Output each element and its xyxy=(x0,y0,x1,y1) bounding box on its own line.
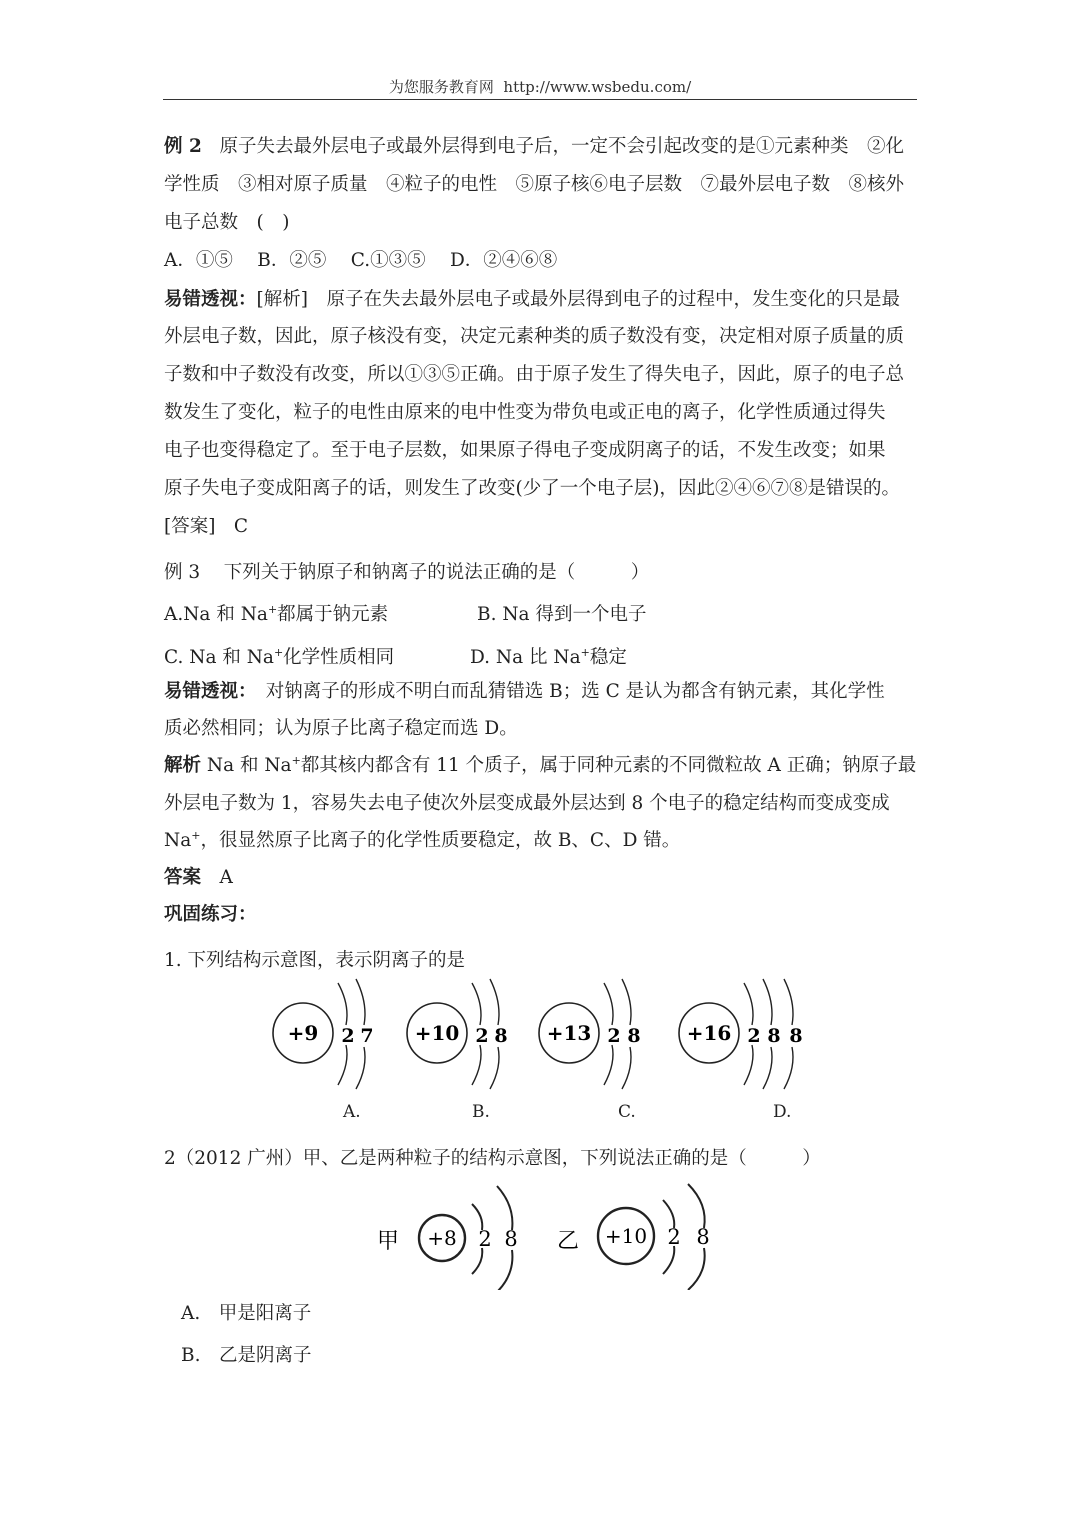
q2-diagram-yi xyxy=(557,1184,710,1290)
header-url[interactable]: http://www.wsbedu.com/ xyxy=(503,78,692,96)
ex3-analysis-line2: 外层电子数为 1，容易失去电子使次外层变成最外层达到 8 个电子的稳定结构而变成变成 xyxy=(164,793,890,814)
q2-yi-shell2: 8 xyxy=(696,1225,710,1249)
ex3-opt-c-pre: C. Na 和 Na xyxy=(164,647,274,668)
practice-q2: 2（2012 广州）甲、乙是两种粒子的结构示意图，下列说法正确的是（ ） xyxy=(164,1148,821,1169)
ex2-analysis-line2: 外层电子数，因此，原子核没有变，决定元素种类的质子数没有变，决定相对原子质量的质 xyxy=(164,326,905,347)
ex2-analysis-line1 xyxy=(164,285,900,311)
ex3-analysis-label: 解析 xyxy=(164,755,202,776)
q1-b-nucleus: +10 xyxy=(414,1021,460,1045)
header-rule xyxy=(163,99,917,100)
q2-diagrams xyxy=(370,1180,730,1290)
ex3-option-d xyxy=(470,643,627,669)
ex3-opt-c-post: 化学性质相同 xyxy=(283,647,395,668)
ex2-analysis-line3: 子数和中子数没有改变，所以①③⑤正确。由于原子发生了得失电子，因此，原子的电子总 xyxy=(164,364,905,385)
q2-option-a: A. 甲是阳离子 xyxy=(181,1303,312,1324)
q1-d-shell1: 2 xyxy=(747,1025,761,1047)
header-site: 为您服务教育网 xyxy=(388,78,494,96)
ex2-answer: [答案] C xyxy=(164,516,249,537)
q2-jia-nucleus: +8 xyxy=(427,1226,457,1250)
ex2-analysis-line6: 原子失电子变成阳离子的话，则发生了改变(少了一个电子层)，因此②④⑥⑦⑧是错误的。 xyxy=(164,478,900,499)
q2-jia-shell2-bottom xyxy=(497,1250,512,1290)
q1-c-shell1-bottom xyxy=(604,1045,613,1085)
q1-label-c: C. xyxy=(618,1102,636,1122)
q1-c-shell2: 8 xyxy=(627,1025,641,1047)
ex3-option-a xyxy=(164,600,388,626)
ex3-analysis-line3 xyxy=(164,826,680,852)
q1-label-b: B. xyxy=(472,1102,490,1122)
ex3-analysis-line1 xyxy=(164,751,916,777)
q1-diagrams xyxy=(260,975,820,1095)
ex3-tip-line2: 质必然相同；认为原子比离子稳定而选 D。 xyxy=(164,718,518,739)
ex2-tag: 例 2 xyxy=(164,136,202,157)
ex3-question-text: 下列关于钠原子和钠离子的说法正确的是（ ） xyxy=(223,562,650,583)
q2-jia-shell1-bottom xyxy=(472,1248,482,1274)
q1-a-shell2: 7 xyxy=(360,1025,374,1047)
q2-option-b: B. 乙是阴离子 xyxy=(181,1345,312,1366)
ex3-an3-pre: Na xyxy=(164,830,192,851)
q1-diagram-b xyxy=(407,979,508,1089)
q1-d-shell3: 8 xyxy=(789,1025,803,1047)
q1-c-nucleus: +13 xyxy=(546,1021,592,1045)
ex2-question-line1 xyxy=(164,132,904,158)
q1-label-a: A. xyxy=(343,1102,361,1122)
q1-diagram-c xyxy=(539,979,641,1089)
q1-d-shell2-bottom xyxy=(763,1047,772,1089)
q2-diagram-jia xyxy=(377,1186,518,1290)
ex2-question-line2: 学性质 ③相对原子质量 ④粒子的电性 ⑤原子核⑥电子层数 ⑦最外层电子数 ⑧核外 xyxy=(164,174,905,195)
ex2-a1: [解析] 原子在失去最外层电子或最外层得到电子的过程中，发生变化的只是最 xyxy=(256,289,900,310)
q1-diagram-a xyxy=(273,979,374,1089)
practice-title: 巩固练习： xyxy=(164,904,257,925)
q1-b-shell1: 2 xyxy=(475,1025,489,1047)
q1-a-shell1: 2 xyxy=(341,1025,355,1047)
q2-yi-shell1-bottom xyxy=(663,1246,674,1274)
q1-a-shell1-top xyxy=(338,983,347,1025)
q1-a-shell2-top xyxy=(356,979,365,1025)
q1-d-shell3-top xyxy=(784,979,793,1025)
q2-jia-shell2: 8 xyxy=(504,1227,518,1251)
ex3-an3-sup: + xyxy=(191,828,201,842)
ex3-opt-d-post: 稳定 xyxy=(589,647,627,668)
ex3-option-c xyxy=(164,643,394,669)
q2-jia-name: 甲 xyxy=(376,1229,400,1254)
q2-jia-shell2-top xyxy=(497,1186,512,1230)
ex2-q1: 原子失去最外层电子或最外层得到电子后，一定不会引起改变的是①元素种类 ②化 xyxy=(219,136,904,157)
q1-c-shell1: 2 xyxy=(607,1025,621,1047)
q1-b-shell1-top xyxy=(472,983,481,1025)
ex3-tip-line1 xyxy=(164,677,885,703)
ex3-opt-c-sup: + xyxy=(273,645,284,659)
ex3-answer-value: A xyxy=(201,867,233,888)
ex2-analysis-line4: 数发生了变化，粒子的电性由原来的电中性变为带负电或正电的离子，化学性质通过得失 xyxy=(164,402,886,423)
ex3-answer-label: 答案 xyxy=(164,867,202,888)
q1-d-shell1-bottom xyxy=(744,1045,753,1085)
q2-yi-shell1: 2 xyxy=(667,1225,681,1249)
ex3-an1-pre: Na 和 Na xyxy=(201,755,292,776)
ex3-tip1: 对钠离子的形成不明白而乱猜错选 B；选 C 是认为都含有钠元素，其化学性 xyxy=(247,681,885,702)
q2-yi-nucleus: +10 xyxy=(604,1224,648,1248)
q2-jia-shell1: 2 xyxy=(478,1227,492,1251)
ex3-opt-a-pre: A.Na 和 Na xyxy=(164,604,268,625)
ex3-opt-a-post: 都属于钠元素 xyxy=(277,604,389,625)
ex3-opt-d-sup: + xyxy=(580,645,590,659)
ex3-option-b: B. Na 得到一个电子 xyxy=(477,604,647,625)
ex3-question xyxy=(164,558,649,584)
q1-diagram-d xyxy=(679,979,803,1089)
q1-d-shell2-top xyxy=(763,979,772,1025)
ex2-analysis-line5: 电子也变得稳定了。至于电子层数，如果原子得电子变成阴离子的话，不发生改变；如果 xyxy=(164,440,886,461)
ex2-question-line3: 电子总数 ( ) xyxy=(164,212,290,233)
ex3-answer xyxy=(164,863,233,889)
q1-c-shell1-top xyxy=(604,983,613,1025)
q1-a-shell1-bottom xyxy=(338,1045,347,1085)
q1-label-d: D. xyxy=(773,1102,792,1122)
ex3-opt-a-sup: + xyxy=(267,602,278,616)
practice-q1: 1. 下列结构示意图，表示阴离子的是 xyxy=(164,950,466,971)
page-header xyxy=(163,76,917,97)
ex3-an1-post: 都其核内都含有 11 个质子，属于同种元素的不同微粒故 A 正确；钠原子最 xyxy=(300,755,917,776)
ex3-an3-post: ，很显然原子比离子的化学性质要稳定，故 B、C、D 错。 xyxy=(200,830,681,851)
q2-yi-shell1-top xyxy=(663,1200,674,1228)
q1-d-shell3-bottom xyxy=(784,1047,793,1089)
ex2-options: A．①⑤ B．②⑤ C.①③⑤ D．②④⑥⑧ xyxy=(164,250,558,271)
ex3-an1-sup: + xyxy=(291,753,301,767)
q1-b-shell2: 8 xyxy=(494,1025,508,1047)
ex3-tip-label: 易错透视： xyxy=(164,681,248,702)
q1-d-shell1-top xyxy=(744,983,753,1025)
q1-b-shell1-bottom xyxy=(472,1045,481,1085)
q1-a-nucleus: +9 xyxy=(287,1021,319,1045)
ex3-tag: 例 3 xyxy=(164,562,201,583)
ex2-tip-label: 易错透视： xyxy=(164,289,257,310)
q1-a-shell2-bottom xyxy=(356,1047,365,1089)
q1-d-shell2: 8 xyxy=(767,1025,781,1047)
q2-yi-shell2-bottom xyxy=(688,1248,705,1290)
q2-yi-shell2-top xyxy=(688,1184,705,1228)
q1-d-nucleus: +16 xyxy=(686,1021,732,1045)
q2-yi-name: 乙 xyxy=(556,1229,580,1254)
q1-b-shell2-top xyxy=(490,979,499,1025)
ex3-opt-d-pre: D. Na 比 Na xyxy=(470,647,581,668)
q1-c-shell2-bottom xyxy=(622,1047,631,1089)
q1-b-shell2-bottom xyxy=(490,1047,499,1089)
q1-c-shell2-top xyxy=(622,979,631,1025)
